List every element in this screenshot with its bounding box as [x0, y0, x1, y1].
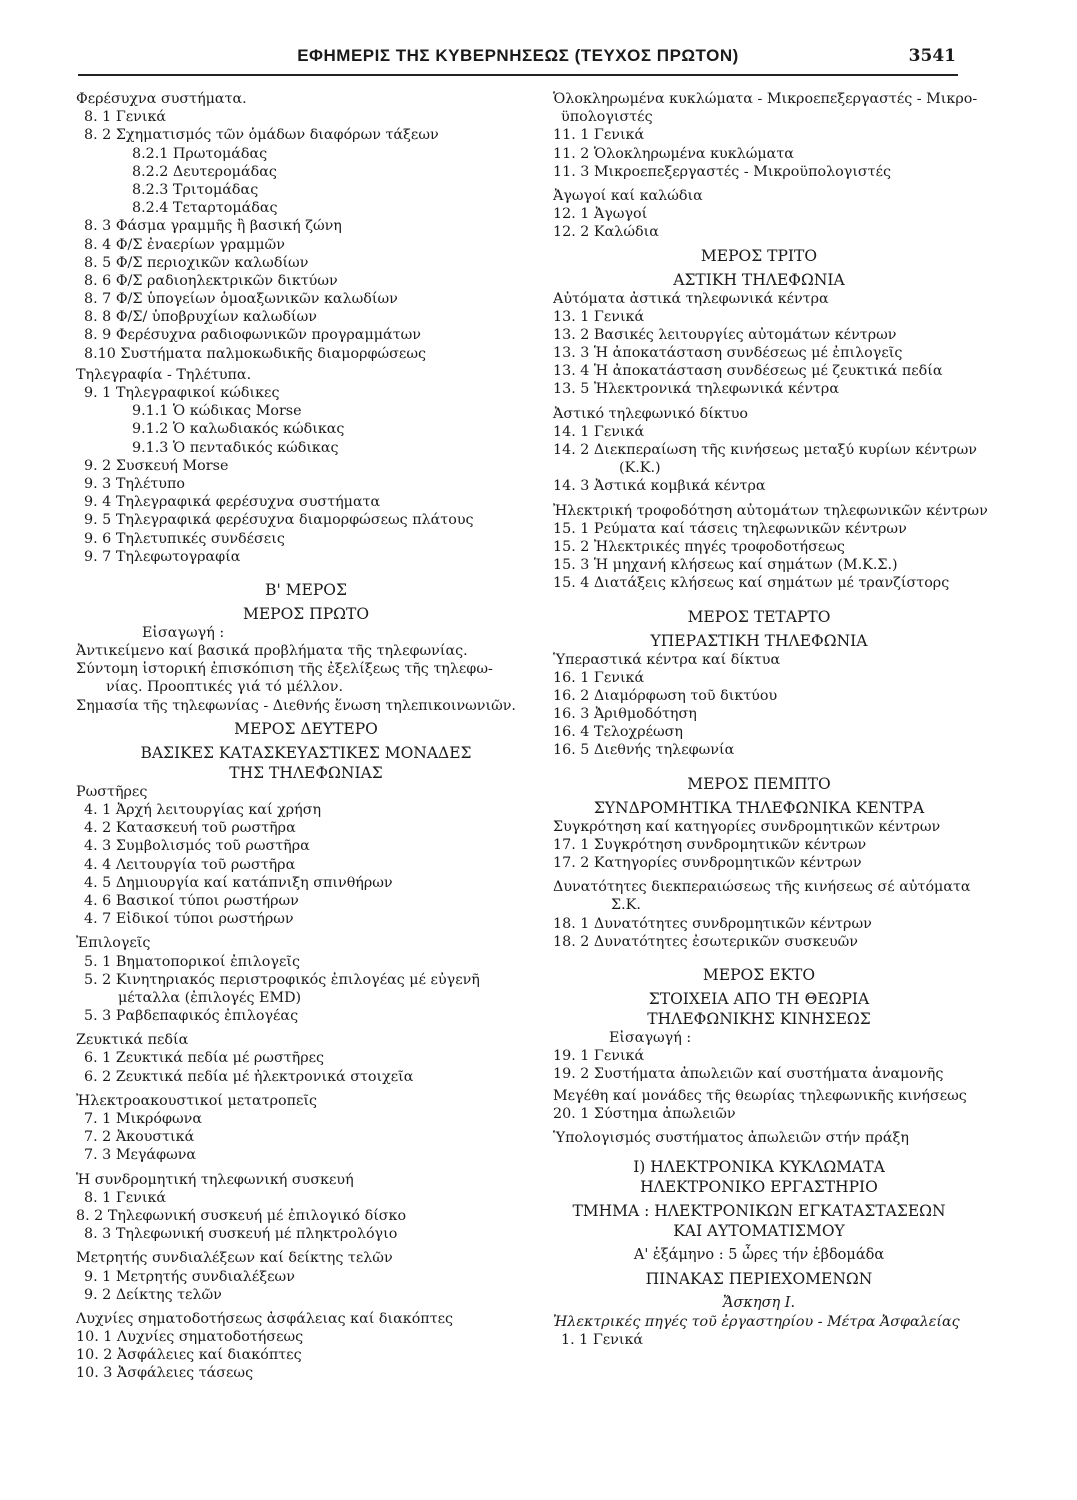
group-heading-continued: ϋπολογιστές	[561, 109, 653, 126]
toc-item: 12. 2 Καλώδια	[553, 224, 659, 241]
section-heading: ΜΕΡΟΣ ΕΚΤΟ	[702, 965, 816, 984]
toc-item: 8. 4 Φ/Σ ἐναερίων γραμμῶν	[84, 236, 285, 253]
group-heading: Ὁλοκληρωμένα κυκλώματα - Μικροεπεξεργαστές - Μικρο-	[553, 91, 978, 107]
right-column	[553, 90, 988, 1349]
section-heading: Β' ΜΕΡΟΣ	[265, 580, 347, 599]
toc-subitem: 8.2.3 Τριτομάδας	[132, 181, 259, 198]
page-number: 3541	[908, 46, 956, 66]
toc-item: 4. 1 Ἀρχή λειτουργίας καί χρήση	[84, 802, 322, 818]
toc-item: 16. 1 Γενικά	[553, 669, 645, 686]
intro-label: Εἰσαγωγή :	[142, 624, 225, 641]
group-heading: Αὐτόματα ἀστικά τηλεφωνικά κέντρα	[553, 290, 829, 307]
group-heading: Ὑπεραστικά κέντρα καί δίκτυα	[553, 651, 781, 668]
toc-item: 8. 2 Σχηματισμός τῶν ὁμάδων διαφόρων τάξεων	[84, 127, 439, 144]
semester-line: Α' ἑξάμηνο : 5 ὧρες τήν ἑβδομάδα	[633, 1247, 885, 1264]
toc-item: 11. 2 Ὁλοκληρωμένα κυκλώματα	[553, 145, 794, 162]
toc-item: 4. 4 Λειτουργία τοῦ ρωστῆρα	[84, 856, 296, 873]
toc-item: 5. 1 Βηματοπορικοί ἐπιλογεῖς	[84, 953, 300, 970]
intro-text: Ἀντικείμενο καί βασικά προβλήματα τῆς τηλεφωνίας.	[76, 643, 468, 660]
group-heading: Μεγέθη καί μονάδες τῆς θεωρίας τηλεφωνικῆς κινήσεως	[553, 1087, 967, 1104]
toc-item: 11. 3 Μικροεπεξεργαστές - Μικροϋπολογιστές	[553, 163, 892, 180]
intro-label: Εἰσαγωγή :	[609, 1029, 692, 1046]
toc-item: 7. 3 Μεγάφωνα	[84, 1147, 197, 1164]
toc-item-continued: (Κ.Κ.)	[619, 460, 661, 477]
toc-item: 8. 2 Τηλεφωνική συσκευή μέ ἐπιλογικό δίσκο	[76, 1207, 407, 1224]
toc-item: 4. 2 Κατασκευή τοῦ ρωστῆρα	[84, 820, 296, 837]
toc-item: 10. 1 Λυχνίες σηματοδοτήσεως	[76, 1329, 304, 1346]
toc-item: 17. 2 Κατηγορίες συνδρομητικῶν κέντρων	[553, 855, 862, 871]
group-heading: Μετρητής συνδιαλέξεων καί δείκτης τελῶν	[76, 1250, 393, 1267]
section-heading: ΜΕΡΟΣ ΠΕΜΠΤΟ	[687, 774, 831, 793]
toc-item: 18. 2 Δυνατότητες ἐσωτερικῶν συσκευῶν	[553, 933, 858, 950]
section-heading: ΜΕΡΟΣ ΤΡΙΤΟ	[700, 246, 818, 265]
intro-text: νίας. Προοπτικές γιά τό μέλλον.	[106, 679, 344, 696]
toc-item: 9. 4 Τηλεγραφικά φερέσυχνα συστήματα	[84, 494, 381, 511]
toc-item: 4. 6 Βασικοί τύποι ρωστήρων	[84, 892, 299, 909]
toc-subitem: 8.2.1 Πρωτομάδας	[132, 145, 268, 162]
toc-item: 4. 5 Δημιουργία καί κατάπνιξη σπινθήρων	[84, 874, 393, 891]
toc-item: 9. 6 Τηλετυπικές συνδέσεις	[84, 530, 285, 547]
group-heading: Ἠλεκτρικές πηγές τοῦ ἐργαστηρίου - Μέτρα Ἀσφαλείας	[553, 1314, 960, 1331]
section-heading: ΤΗΛΕΦΩΝΙΚΗΣ ΚΙΝΗΣΕΩΣ	[647, 1009, 871, 1028]
section-heading: ΥΠΕΡΑΣΤΙΚΗ ΤΗΛΕΦΩΝΙΑ	[650, 631, 868, 650]
toc-item-continued: μέταλλα (ἐπιλογές EMD)	[118, 989, 302, 1006]
toc-item: 9. 2 Συσκευή Morse	[84, 457, 229, 474]
toc-item: 13. 3 Ἡ ἀποκατάσταση συνδέσεως μέ ἐπιλογεῖς	[553, 345, 903, 362]
section-heading: ΜΕΡΟΣ ΔΕΥΤΕΡΟ	[234, 719, 378, 738]
section-heading: ΤΜΗΜΑ : ΗΛΕΚΤΡΟΝΙΚΩΝ ΕΓΚΑΤΑΣΤΑΣΕΩΝ	[572, 1202, 946, 1221]
toc-item: 9. 7 Τηλεφωτογραφία	[84, 548, 241, 565]
toc-item: 6. 1 Ζευκτικά πεδία μέ ρωστῆρες	[84, 1050, 325, 1067]
group-heading: Φερέσυχνα συστήματα.	[76, 91, 247, 107]
toc-item: 8. 9 Φερέσυχνα ραδιοφωνικῶν προγραμμάτων	[84, 327, 421, 344]
group-heading: Ρωστῆρες	[76, 783, 148, 800]
toc-item: 15. 1 Ρεύματα καί τάσεις τηλεφωνικῶν κέντρων	[553, 520, 907, 537]
toc-item: 9. 3 Τηλέτυπο	[84, 475, 185, 492]
toc-item: 10. 2 Ἀσφάλειες καί διακόπτες	[76, 1347, 302, 1364]
toc-item: 8. 8 Φ/Σ/ ὑποβρυχίων καλωδίων	[84, 309, 317, 326]
toc-subitem: 9.1.1 Ὁ κώδικας Morse	[132, 403, 302, 420]
toc-item: 16. 5 Διεθνής τηλεφωνία	[553, 742, 735, 759]
group-heading: Ἡ συνδρομητική τηλεφωνική συσκευή	[76, 1171, 354, 1188]
section-heading: ΗΛΕΚΤΡΟΝΙΚΟ ΕΡΓΑΣΤΗΡΙΟ	[640, 1178, 878, 1197]
section-heading: ΒΑΣΙΚΕΣ ΚΑΤΑΣΚΕΥΑΣΤΙΚΕΣ ΜΟΝΑΔΕΣ	[140, 743, 472, 762]
toc-item: 18. 1 Δυνατότητες συνδρομητικῶν κέντρων	[553, 915, 872, 932]
exercise-heading: Ἄσκηση Ι.	[722, 1295, 796, 1312]
group-heading: Τηλεγραφία - Τηλέτυπα.	[76, 366, 252, 383]
group-heading: Ζευκτικά πεδία	[76, 1032, 189, 1049]
group-heading: Ἐπιλογεῖς	[76, 935, 151, 952]
toc-item: 5. 3 Ραβδεπαφικός ἐπιλογέας	[84, 1008, 299, 1025]
toc-subitem: 9.1.3 Ὁ πενταδικός κώδικας	[132, 439, 339, 456]
group-heading: Συγκρότηση καί κατηγορίες συνδρομητικῶν κέντρων	[553, 818, 941, 835]
gazette-title: ΕΦΗΜΕΡΙΣ ΤΗΣ ΚΥΒΕΡΝΗΣΕΩΣ (ΤΕΥΧΟΣ ΠΡΩΤΟΝ)	[297, 46, 739, 65]
group-heading: Ἀγωγοί καί καλώδια	[553, 187, 703, 204]
intro-text: Σύντομη ἱστορική ἐπισκόπιση τῆς ἐξελίξεως τῆς τηλεφω-	[76, 661, 493, 678]
group-heading: Ἠλεκτροακουστικοί μετατροπεῖς	[76, 1092, 318, 1109]
section-heading: ΤΗΣ ΤΗΛΕΦΩΝΙΑΣ	[229, 763, 383, 782]
toc-item: 4. 3 Συμβολισμός τοῦ ρωστῆρα	[84, 838, 310, 855]
section-heading: ΜΕΡΟΣ ΠΡΩΤΟ	[242, 604, 370, 623]
toc-subitem: 8.2.4 Τεταρτομάδας	[132, 200, 278, 217]
toc-item: 16. 2 Διαμόρφωση τοῦ δικτύου	[553, 687, 778, 704]
toc-item: 13. 5 Ἠλεκτρονικά τηλεφωνικά κέντρα	[553, 381, 839, 398]
section-heading: ΜΕΡΟΣ ΤΕΤΑΡΤΟ	[687, 607, 831, 626]
toc-item: 15. 2 Ἠλεκτρικές πηγές τροφοδοτήσεως	[553, 538, 845, 555]
toc-item: 17. 1 Συγκρότηση συνδρομητικῶν κέντρων	[553, 836, 867, 853]
section-heading: ΣΥΝΔΡΟΜΗΤΙΚΑ ΤΗΛΕΦΩΝΙΚΑ ΚΕΝΤΡΑ	[593, 798, 925, 817]
header-rule	[78, 74, 958, 76]
toc-item: 13. 1 Γενικά	[553, 308, 645, 325]
toc-item: 8.10 Συστήματα παλμοκωδικῆς διαμορφώσεως	[84, 345, 427, 362]
toc-item: 7. 1 Μικρόφωνα	[84, 1111, 203, 1127]
toc-item: 14. 2 Διεκπεραίωση τῆς κινήσεως μεταξύ κυρίων κέντρων	[553, 442, 977, 458]
toc-item: 14. 3 Ἀστικά κομβικά κέντρα	[553, 478, 766, 495]
toc-item: 6. 2 Ζευκτικά πεδία μέ ἠλεκτρονικά στοιχεῖα	[84, 1068, 414, 1085]
page-header	[80, 46, 956, 72]
toc-item: 9. 2 Δείκτης τελῶν	[84, 1286, 222, 1303]
toc-item: 16. 4 Τελοχρέωση	[553, 724, 683, 741]
toc-item: 4. 7 Εἰδικοί τύποι ρωστήρων	[84, 911, 294, 928]
section-heading: ΠΙΝΑΚΑΣ ΠΕΡΙΕΧΟΜΕΝΩΝ	[645, 1270, 873, 1289]
toc-item: 19. 1 Γενικά	[553, 1048, 645, 1065]
toc-item: 15. 3 Ἡ μηχανή κλήσεως καί σημάτων (Μ.Κ.Σ.)	[553, 557, 898, 574]
left-column	[76, 90, 536, 1383]
group-heading: Δυνατότητες διεκπεραιώσεως τῆς κινήσεως σέ αὐτόματα	[553, 879, 971, 896]
toc-item: 8. 3 Φάσμα γραμμῆς ἢ βασική ζώνη	[84, 218, 342, 235]
toc-item: 7. 2 Ἀκουστικά	[84, 1129, 195, 1146]
toc-item: 8. 3 Τηλεφωνική συσκευή μέ πληκτρολόγιο	[84, 1226, 398, 1243]
toc-item: 10. 3 Ἀσφάλειες τάσεως	[76, 1365, 254, 1382]
toc-item: 15. 4 Διατάξεις κλήσεως καί σημάτων μέ τρανζίστορς	[553, 575, 950, 592]
toc-subitem: 9.1.2 Ὁ καλωδιακός κώδικας	[132, 421, 345, 438]
toc-item: 20. 1 Σύστημα ἀπωλειῶν	[553, 1105, 736, 1122]
group-heading: Ἠλεκτρική τροφοδότηση αὐτομάτων τηλεφωνικῶν κέντρων	[553, 502, 988, 519]
toc-item: 8. 7 Φ/Σ ὑπογείων ὁμοαξωνικῶν καλωδίων	[84, 291, 398, 308]
group-heading: Ὑπολογισμός συστήματος ἀπωλειῶν στήν πράξη	[553, 1129, 909, 1146]
toc-item: 8. 6 Φ/Σ ραδιοηλεκτρικῶν δικτύων	[84, 272, 338, 289]
toc-item: 16. 3 Ἀριθμοδότηση	[553, 706, 697, 723]
group-heading: Λυχνίες σηματοδοτήσεως ἀσφάλειας καί διακόπτες	[76, 1310, 454, 1327]
toc-item: 9. 1 Τηλεγραφικοί κώδικες	[84, 385, 280, 401]
toc-item: 5. 2 Κινητηριακός περιστροφικός ἐπιλογέας μέ εὐγενῆ	[84, 971, 480, 988]
toc-item: 1. 1 Γενικά	[561, 1332, 644, 1349]
section-heading: ΚΑΙ ΑΥΤΟΜΑΤΙΣΜΟΥ	[673, 1222, 845, 1241]
toc-item: 14. 1 Γενικά	[553, 423, 645, 440]
section-heading: ΣΤΟΙΧΕΙΑ ΑΠΟ ΤΗ ΘΕΩΡΙΑ	[648, 989, 870, 1008]
toc-item: 8. 1 Γενικά	[84, 109, 167, 126]
toc-item: 12. 1 Ἀγωγοί	[553, 206, 648, 223]
toc-item: 11. 1 Γενικά	[553, 127, 645, 144]
toc-item: 13. 4 Ἡ ἀποκατάσταση συνδέσεως μέ ζευκτικά πεδία	[553, 363, 943, 380]
toc-item: 9. 5 Τηλεγραφικά φερέσυχνα διαμορφώσεως πλάτους	[84, 512, 474, 529]
toc-item: 9. 1 Μετρητής συνδιαλέξεων	[84, 1268, 295, 1285]
section-heading: Ι) ΗΛΕΚΤΡΟΝΙΚΑ ΚΥΚΛΩΜΑΤΑ	[633, 1158, 885, 1177]
toc-item: 13. 2 Βασικές λειτουργίες αὐτομάτων κέντρων	[553, 326, 897, 343]
section-heading: ΑΣΤΙΚΗ ΤΗΛΕΦΩΝΙΑ	[673, 270, 845, 289]
group-heading: Ἀστικό τηλεφωνικό δίκτυο	[553, 405, 749, 422]
toc-item: 8. 5 Φ/Σ περιοχικῶν καλωδίων	[84, 254, 309, 271]
intro-text: Σημασία τῆς τηλεφωνίας - Διεθνής ἕνωση τηλεπικοινωνιῶν.	[76, 697, 516, 714]
toc-item: 8. 1 Γενικά	[84, 1189, 167, 1206]
group-heading-continued: Σ.Κ.	[611, 897, 641, 914]
toc-item: 19. 2 Συστήματα ἀπωλειῶν καί συστήματα ἀναμονῆς	[553, 1066, 944, 1083]
toc-subitem: 8.2.2 Δευτερομάδας	[132, 163, 277, 180]
